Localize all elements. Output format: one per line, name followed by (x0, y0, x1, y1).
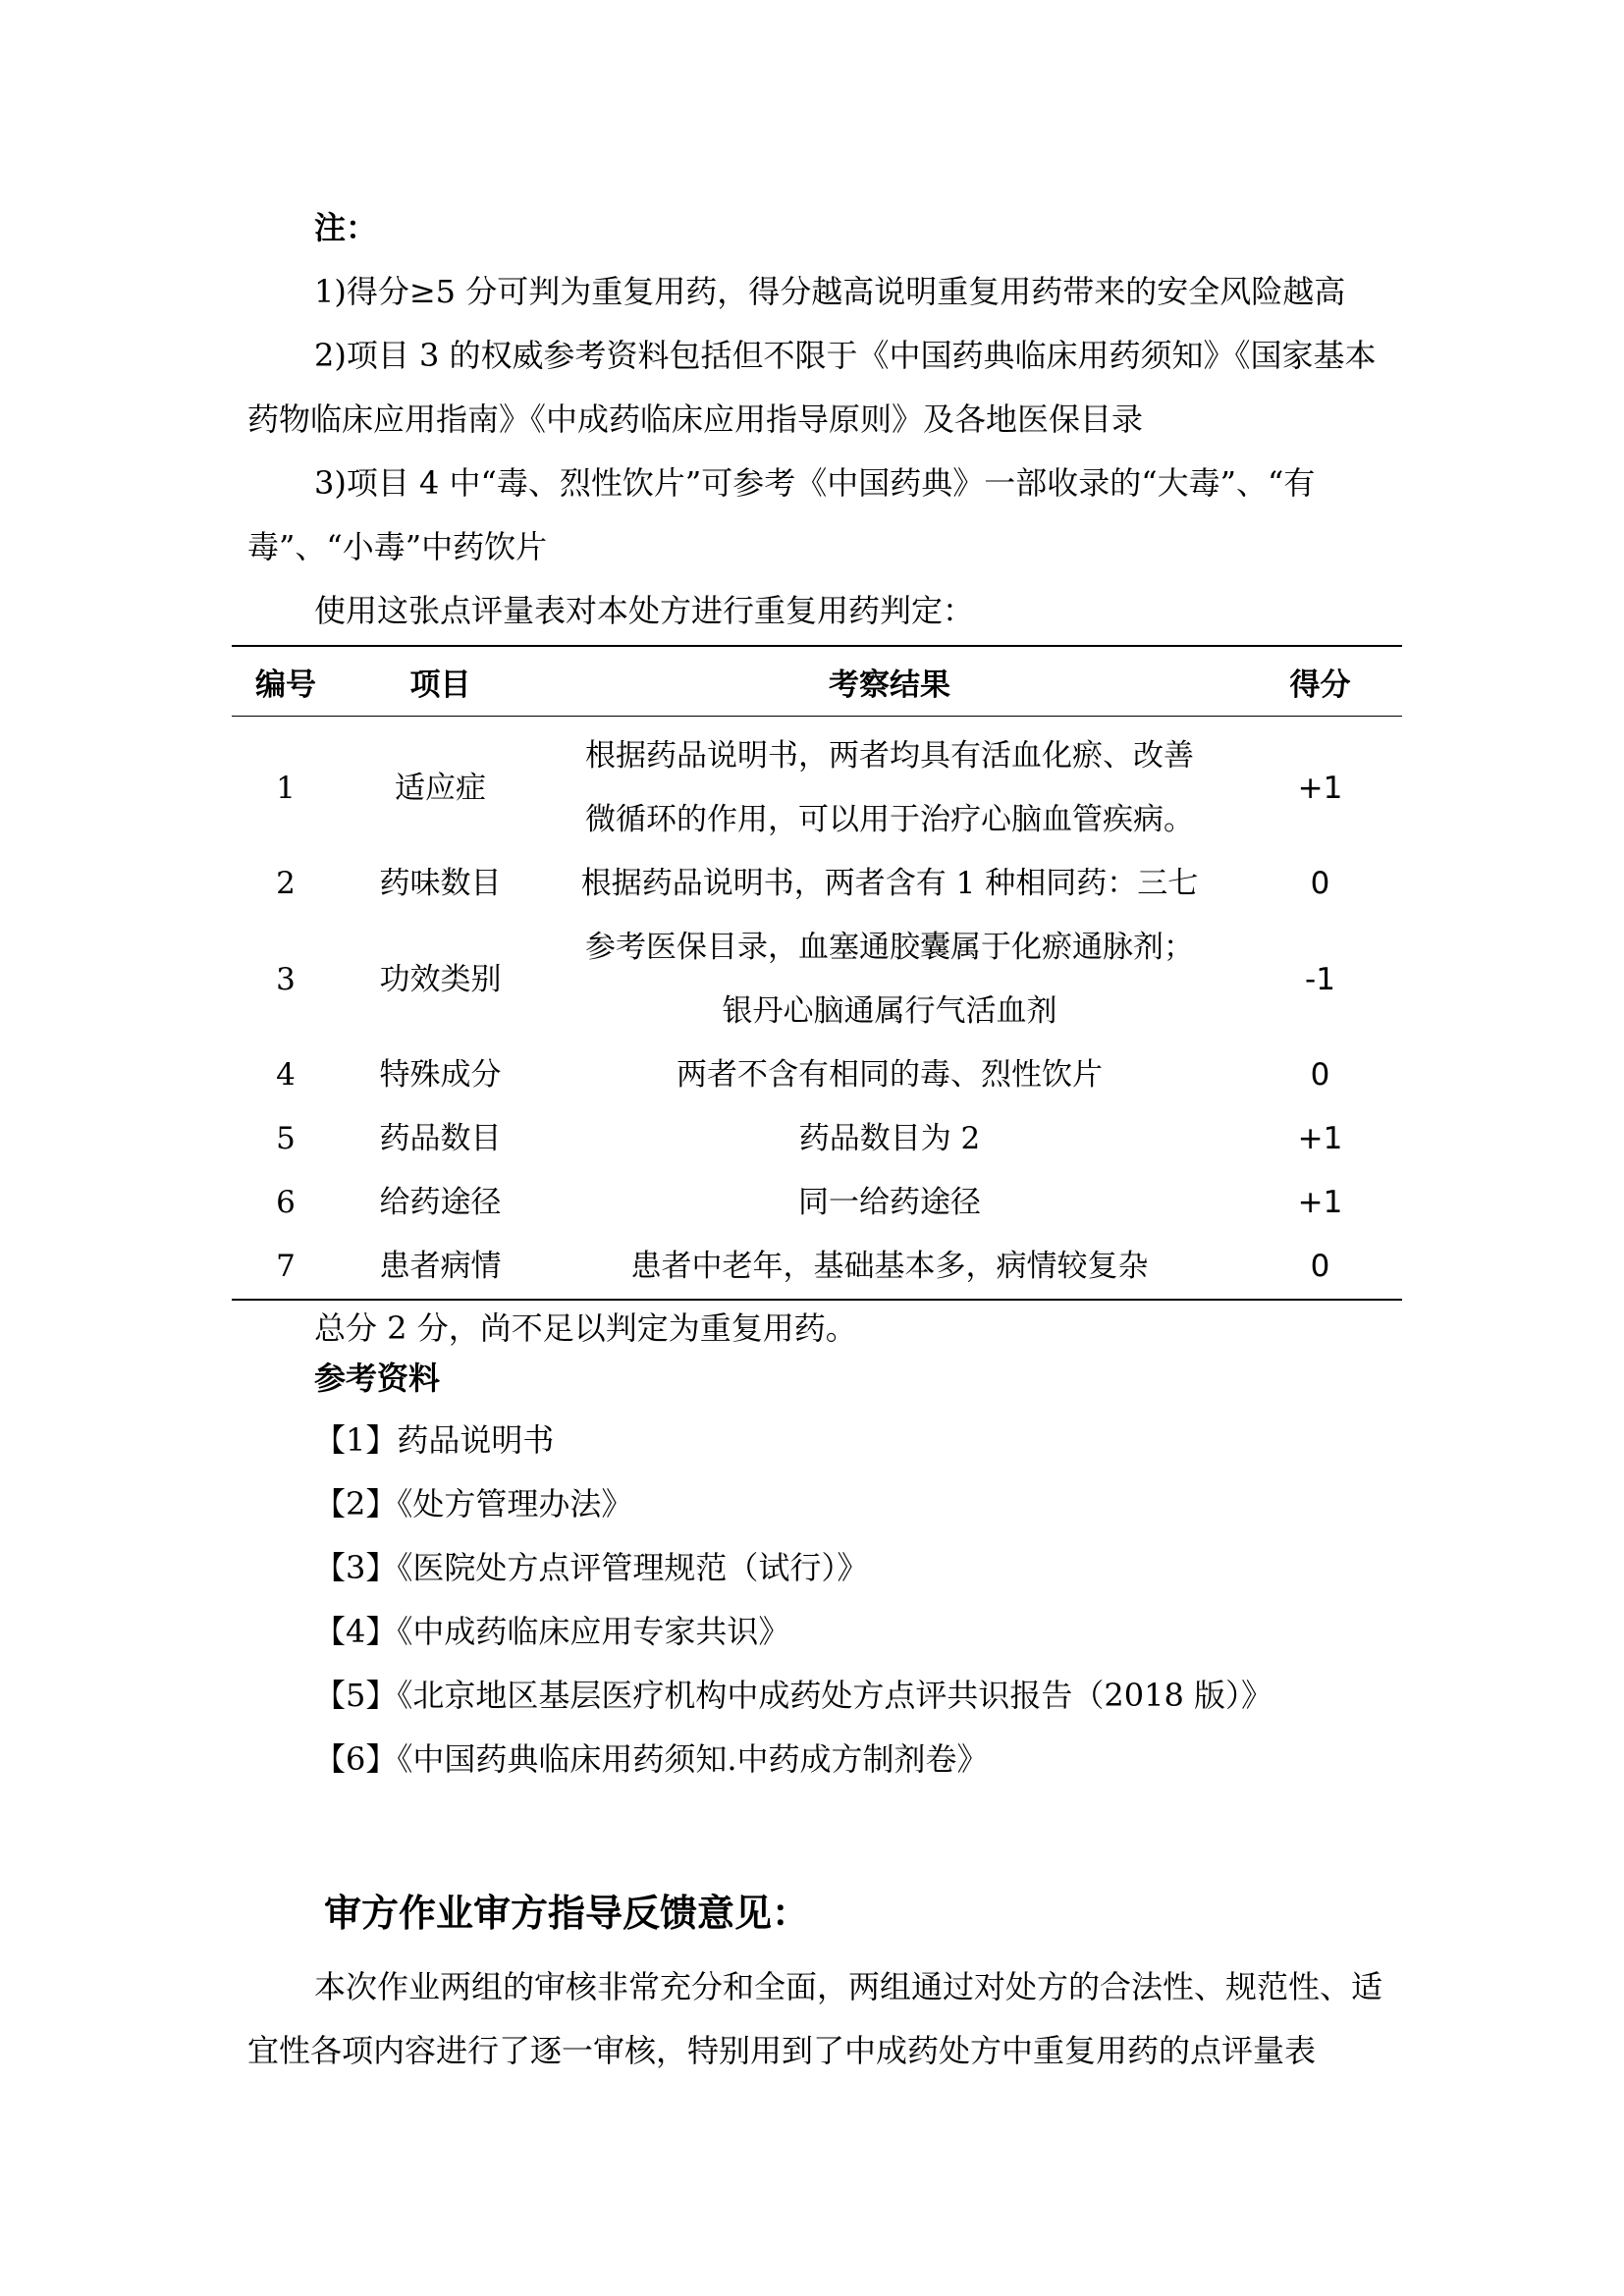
row-item: 药品数目 (379, 1121, 502, 1156)
row-result-line: 患者中老年，基础基本多，病情较复杂 (630, 1249, 1149, 1284)
row-item: 给药途径 (379, 1185, 502, 1220)
row-result-line: 同一给药途径 (798, 1185, 981, 1220)
row-item: 特殊成分 (379, 1057, 502, 1093)
feedback-text: 本次作业两组的审核非常充分和全面，两组通过对处方的合法性、规范性、适宜性各项内容进行了逐一审核，特别用到了中成药处方中重复用药的点评量表 (247, 1968, 1383, 2069)
row-score: -1 (1305, 961, 1335, 997)
row-no: 3 (276, 961, 296, 997)
row-result (541, 916, 1238, 1043)
row-result (541, 717, 1238, 853)
reference-item: 【1】药品说明书 (314, 1421, 555, 1459)
total-score-summary: 总分 2 分，尚不足以判定为重复用药。 (314, 1309, 857, 1347)
row-result (541, 1171, 1238, 1235)
notes-title: 注： (314, 209, 378, 246)
references-list (314, 1409, 1386, 1791)
row-item: 患者病情 (379, 1249, 502, 1284)
row-no: 4 (276, 1057, 296, 1093)
row-result (541, 852, 1238, 916)
table-lead-text: 使用这张点评量表对本处方进行重复用药判定： (314, 592, 975, 629)
document-page (247, 196, 1386, 2083)
row-no: 5 (276, 1121, 296, 1156)
table-header-row (232, 646, 1402, 717)
row-score: +1 (1297, 1121, 1343, 1156)
row-no: 7 (276, 1249, 296, 1284)
row-result (541, 1107, 1238, 1171)
header-result: 考察结果 (541, 646, 1238, 717)
row-score: +1 (1297, 1185, 1343, 1220)
row-score: 0 (1310, 1057, 1330, 1093)
row-no: 6 (276, 1185, 296, 1220)
row-no: 1 (276, 770, 296, 806)
row-score: +1 (1297, 770, 1343, 806)
row-result-line: 根据药品说明书，两者含有 1 种相同药：三七 (580, 866, 1199, 901)
table-row (232, 1107, 1402, 1171)
table-row (232, 717, 1402, 853)
note-2: 2)项目 3 的权威参考资料包括但不限于《中国药典临床用药须知》《国家基本药物临床应用指南》《中成药临床应用指导原则》及各地医保目录 (247, 337, 1377, 438)
row-score: 0 (1310, 1249, 1330, 1284)
row-result-line: 微循环的作用，可以用于治疗心脑血管疾病。 (585, 802, 1194, 837)
reference-item: 【4】《中成药临床应用专家共识》 (314, 1613, 790, 1650)
row-result-line: 两者不含有相同的毒、烈性饮片 (677, 1057, 1103, 1093)
reference-item: 【3】《医院处方点评管理规范（试行）》 (314, 1549, 869, 1586)
row-no: 2 (276, 866, 296, 901)
row-result-line: 药品数目为 2 (798, 1121, 981, 1156)
row-item: 适应症 (395, 770, 486, 806)
header-item: 项目 (340, 646, 541, 717)
note-1: 1)得分≥5 分可判为重复用药，得分越高说明重复用药带来的安全风险越高 (314, 273, 1346, 310)
table-row (232, 852, 1402, 916)
row-result (541, 1043, 1238, 1107)
row-result-line: 参考医保目录，血塞通胶囊属于化瘀通脉剂； (585, 930, 1194, 965)
row-result-line: 根据药品说明书，两者均具有活血化瘀、改善 (585, 738, 1194, 774)
row-score: 0 (1310, 866, 1330, 901)
table-row (232, 1235, 1402, 1300)
row-result (541, 1235, 1238, 1300)
row-item: 药味数目 (379, 866, 502, 901)
reference-item: 【2】《处方管理办法》 (314, 1485, 633, 1522)
row-result-line: 银丹心脑通属行气活血剂 (722, 993, 1057, 1029)
header-no: 编号 (232, 646, 340, 717)
table-row (232, 1043, 1402, 1107)
reference-item: 【6】《中国药典临床用药须知.中药成方制剂卷》 (314, 1740, 989, 1778)
note-3: 3)项目 4 中“毒、烈性饮片”可参考《中国药典》一部收录的“大毒”、“有毒”、“小毒”中药饮片 (247, 464, 1316, 565)
table-row (232, 1171, 1402, 1235)
duplicate-medication-table (232, 645, 1402, 1301)
reference-item: 【5】《北京地区基层医疗机构中成药处方点评共识报告（2018 版）》 (314, 1677, 1272, 1714)
row-item: 功效类别 (379, 961, 502, 997)
table-row (232, 916, 1402, 1043)
feedback-title: 审方作业审方指导反馈意见： (324, 1892, 810, 1935)
references-title: 参考资料 (314, 1360, 441, 1397)
header-score: 得分 (1238, 646, 1402, 717)
